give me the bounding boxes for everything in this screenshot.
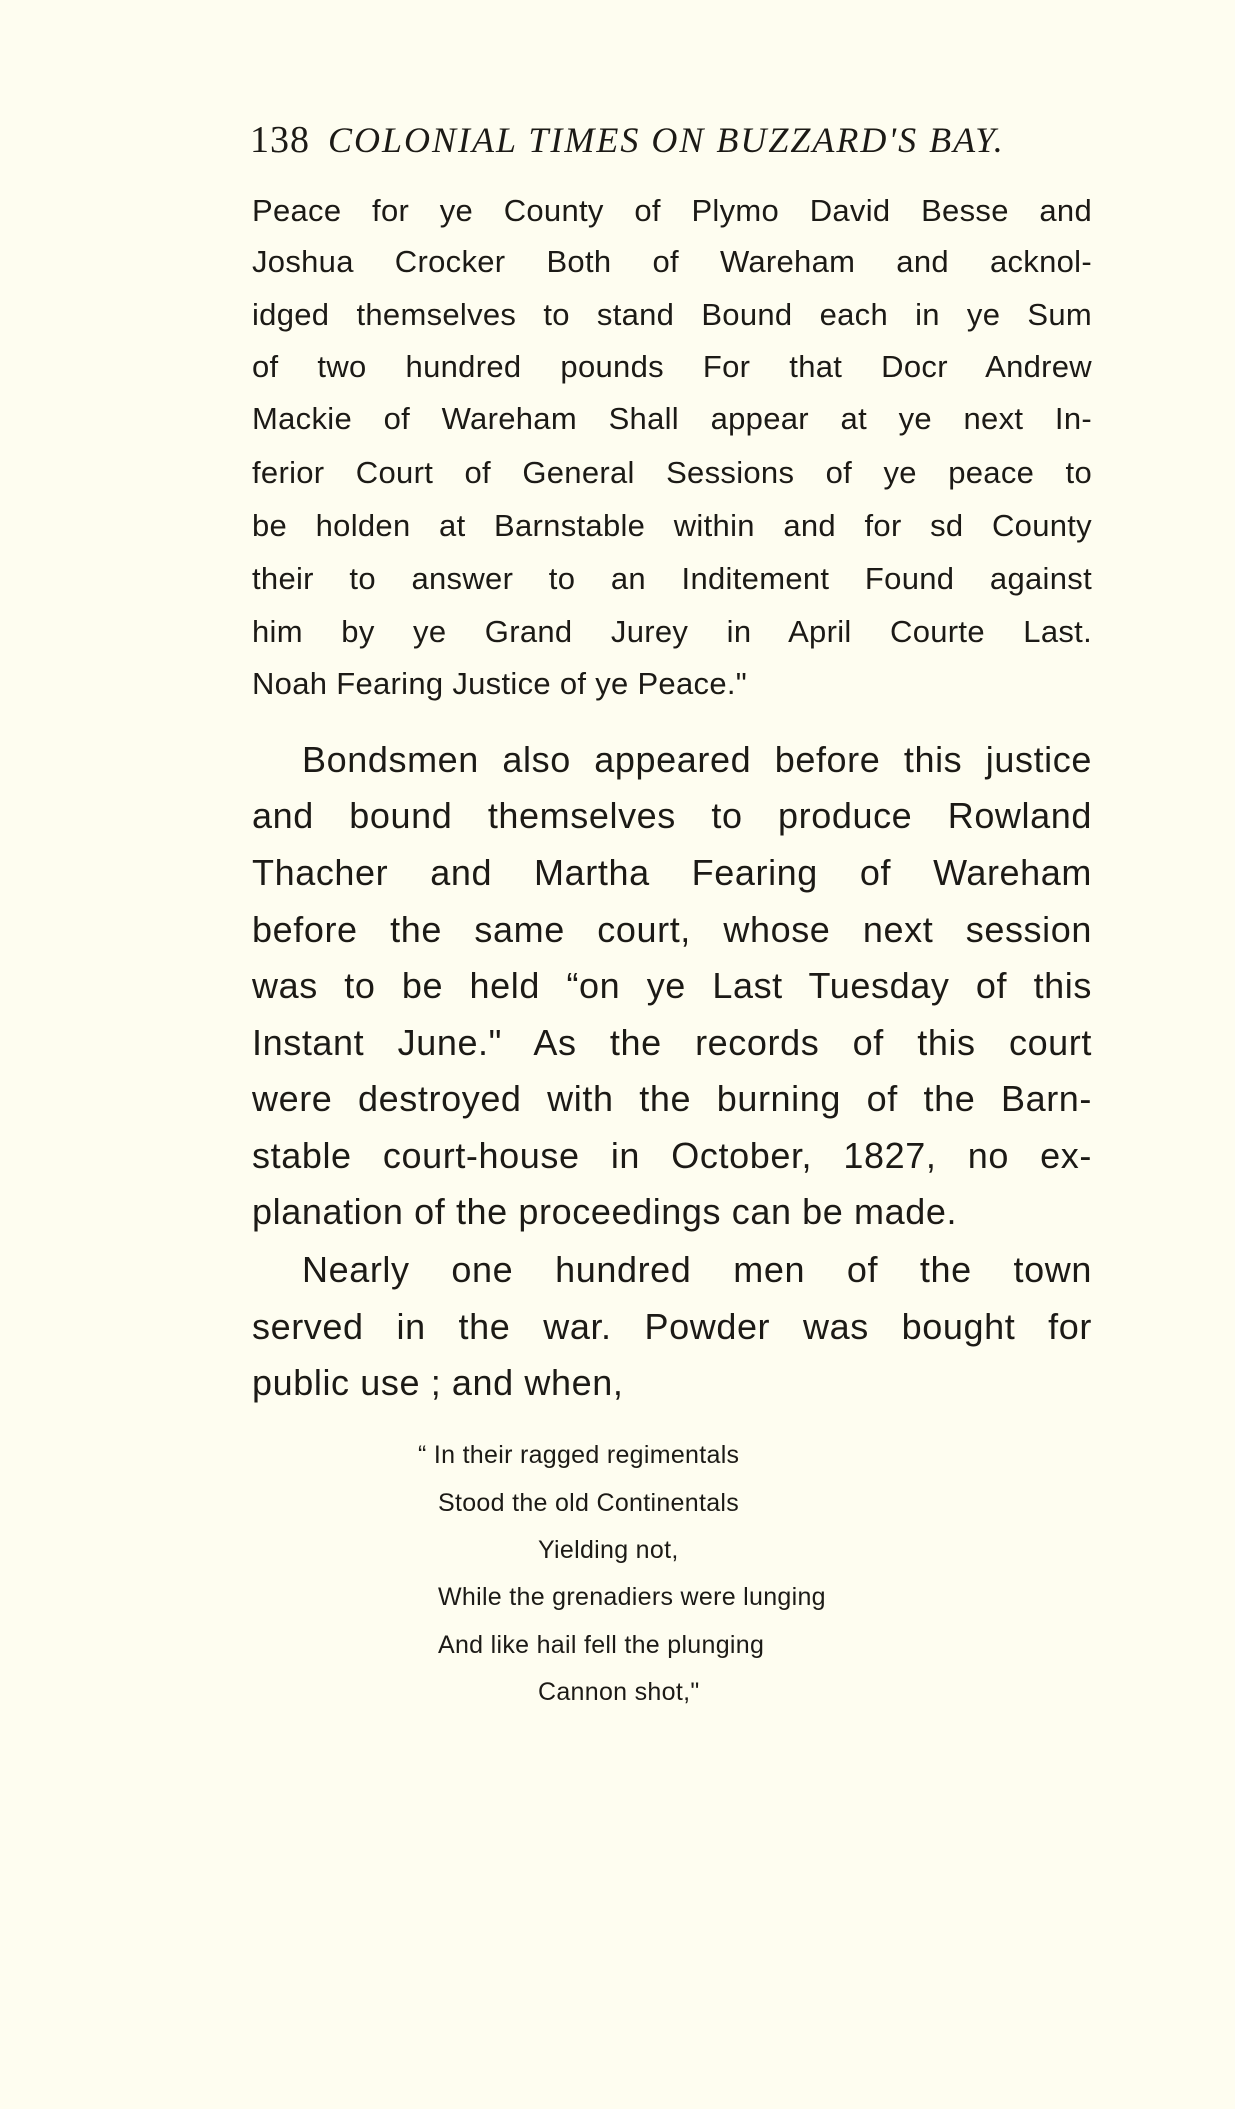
paragraph-line: Instant June." As the records of this court <box>252 1022 1092 1063</box>
record-line: Joshua Crocker Both of Wareham and acknol- <box>252 244 1092 279</box>
record-line: of two hundred pounds For that Docr Andrew <box>252 349 1092 384</box>
record-line: their to answer to an Inditement Found against <box>252 561 1092 596</box>
verse-line: Stood the old Continentals <box>438 1489 740 1517</box>
paragraph-line: planation of the proceedings can be made. <box>252 1191 958 1232</box>
paragraph-line: public use ; and when, <box>252 1362 624 1403</box>
running-head <box>250 118 1100 170</box>
paragraph-line: before the same court, whose next session <box>252 909 1092 950</box>
paragraph-line: Thacher and Martha Fearing of Wareham <box>252 852 1092 893</box>
page-number: 138 <box>250 119 310 161</box>
record-line: Noah Fearing Justice of ye Peace." <box>252 666 748 701</box>
record-line: Mackie of Wareham Shall appear at ye next In- <box>252 401 1092 436</box>
record-line: idged themselves to stand Bound each in ye Sum <box>252 297 1092 332</box>
paragraph-line: were destroyed with the burning of the Barn- <box>252 1078 1092 1119</box>
record-line: be holden at Barnstable within and for sd County <box>252 508 1092 543</box>
paragraph-line: and bound themselves to produce Rowland <box>252 795 1092 836</box>
verse-line: “ In their ragged regimentals <box>418 1441 740 1469</box>
record-line: ferior Court of General Sessions of ye peace to <box>252 455 1092 490</box>
paragraph-line: Nearly one hundred men of the town <box>302 1249 1092 1290</box>
verse-line: While the grenadiers were lunging <box>438 1583 826 1611</box>
running-title: COLONIAL TIMES ON BUZZARD'S BAY. <box>328 120 1005 160</box>
verse-line: Yielding not, <box>538 1536 679 1564</box>
verse-line: Cannon shot," <box>538 1678 700 1706</box>
paragraph-line: Bondsmen also appeared before this justice <box>302 739 1092 780</box>
record-line: him by ye Grand Jurey in April Courte Last. <box>252 614 1092 649</box>
paragraph-line: was to be held “on ye Last Tuesday of this <box>252 965 1092 1006</box>
record-line: Peace for ye County of Plymo David Besse and <box>252 193 1092 228</box>
paragraph-line: served in the war. Powder was bought for <box>252 1306 1092 1347</box>
paragraph-line: stable court-house in October, 1827, no ex- <box>252 1135 1092 1176</box>
verse-line: And like hail fell the plunging <box>438 1631 765 1659</box>
